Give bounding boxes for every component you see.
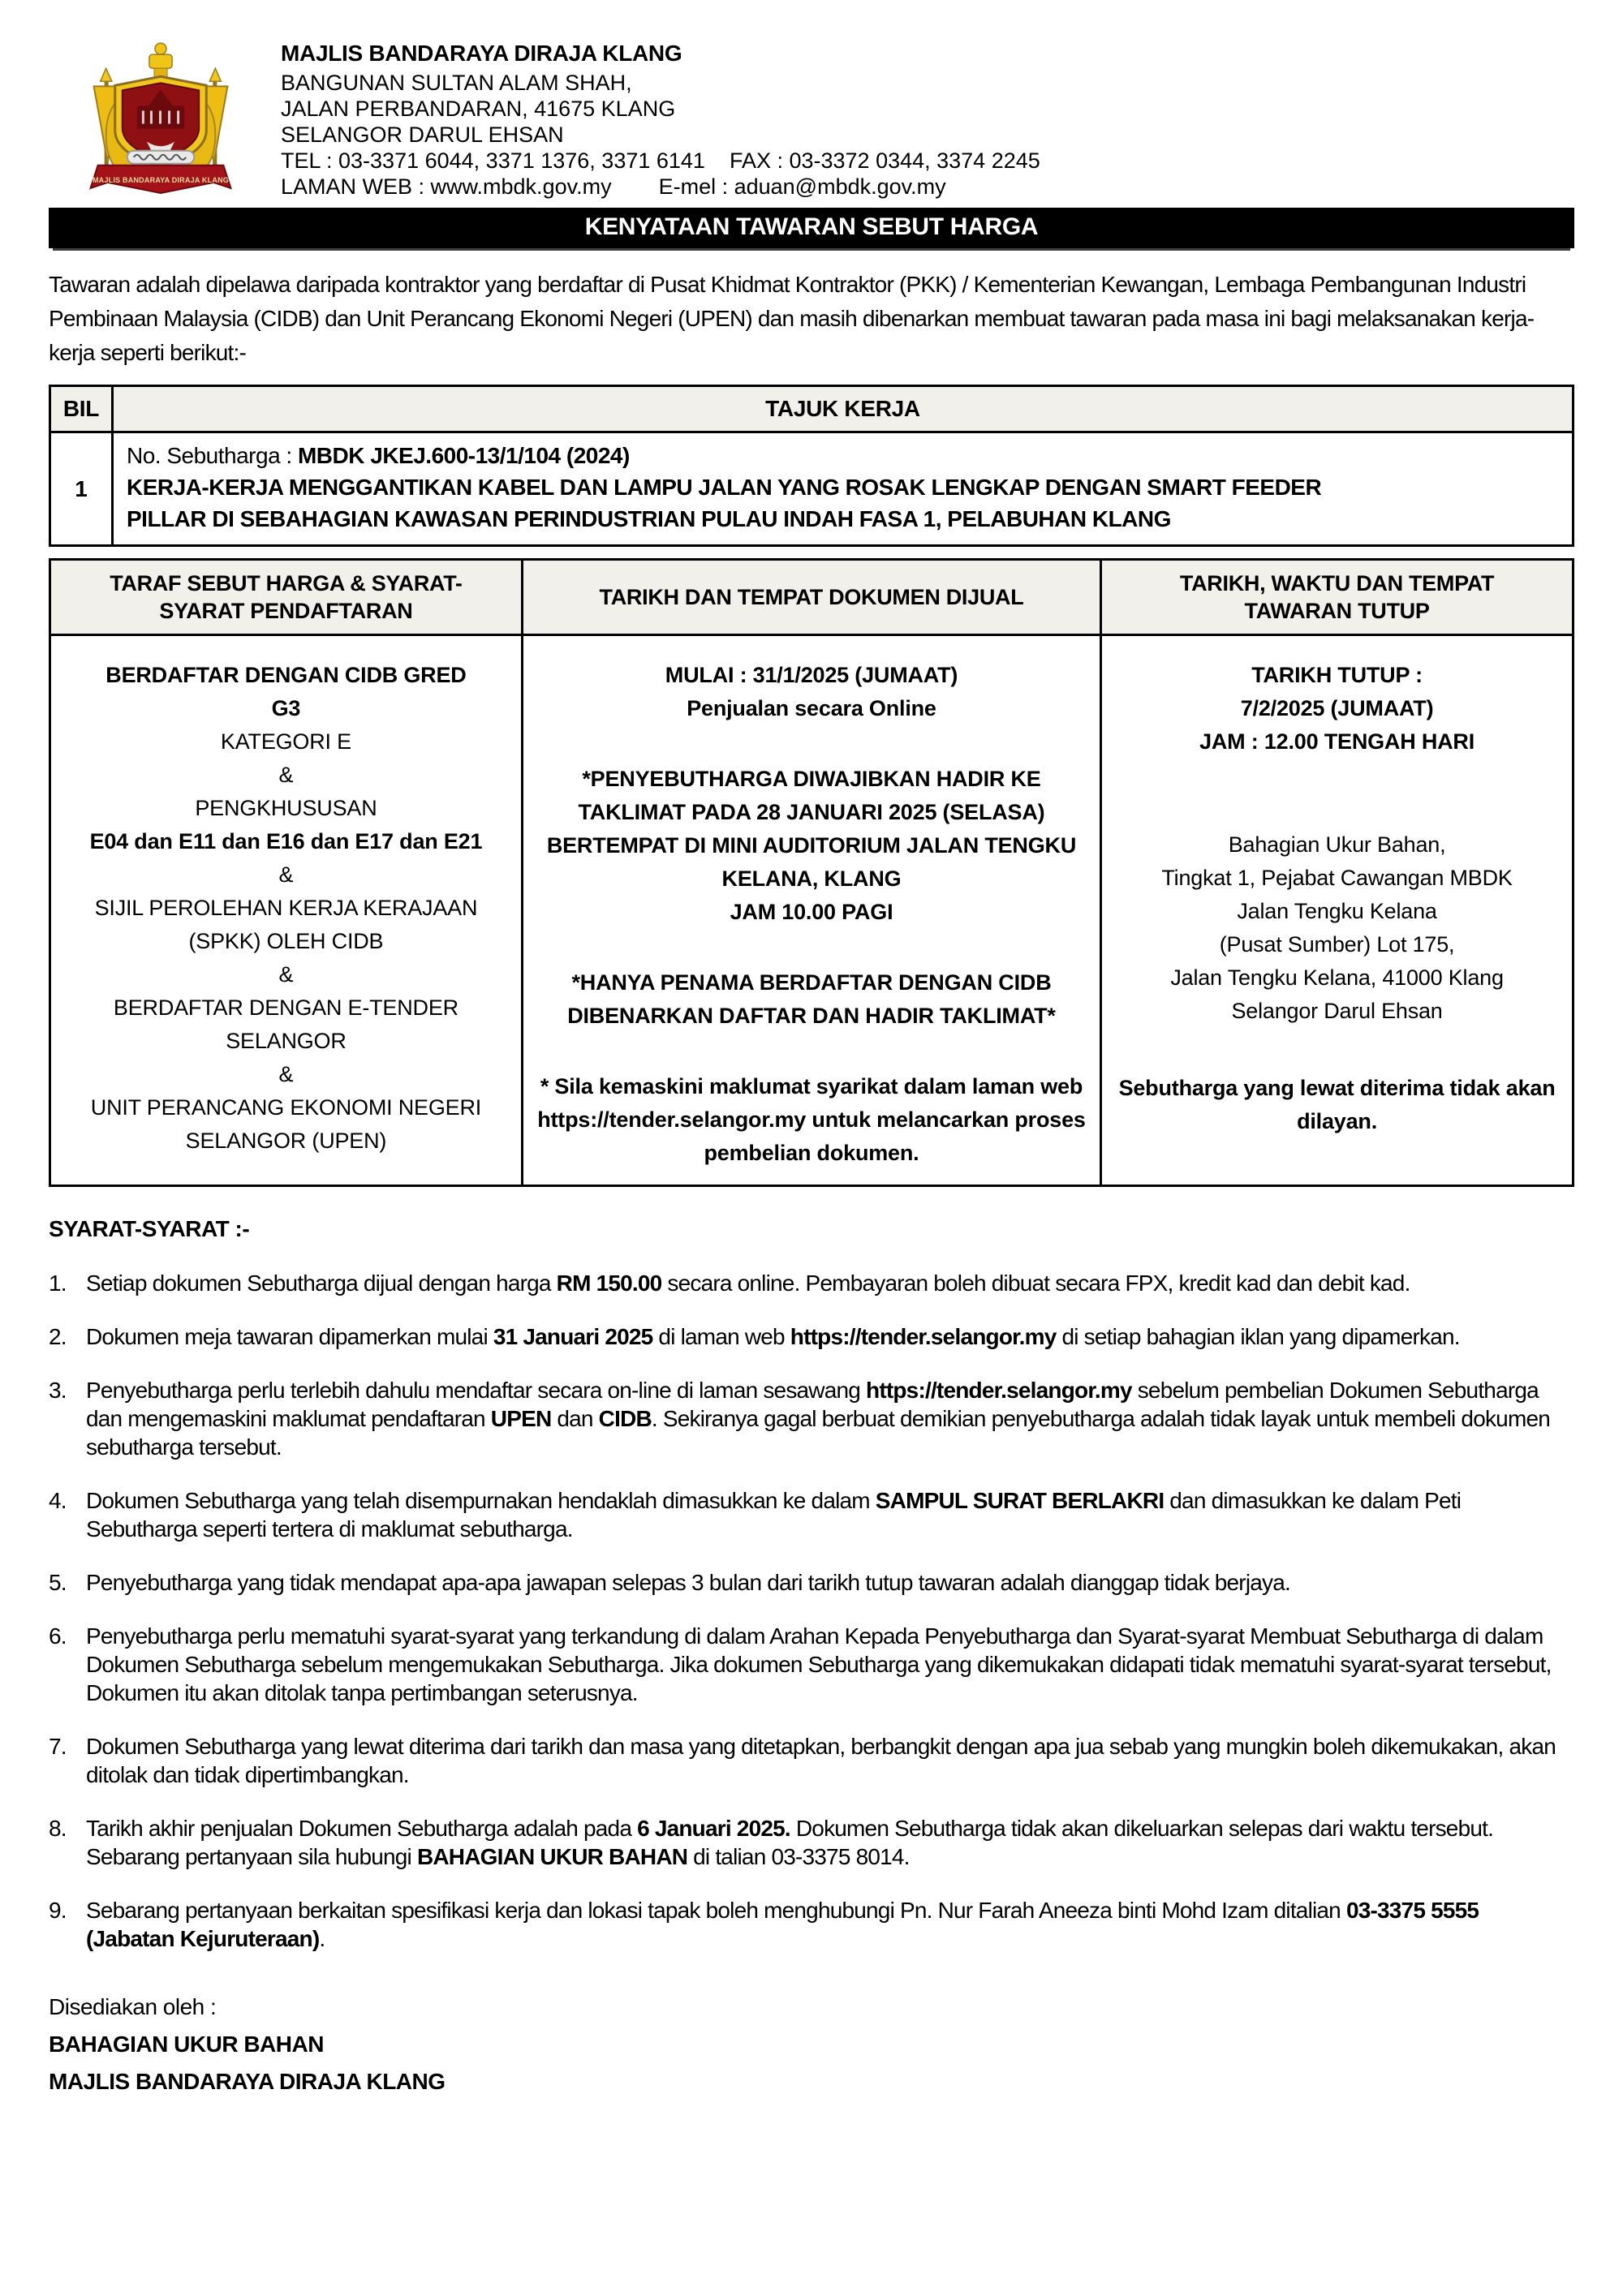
job-number: 1 xyxy=(50,432,113,546)
condition-item: 9. Sebarang pertanyaan berkaitan spesifikasi kerja dan lokasi tapak boleh menghubungi Pn. Nur Farah Aneeza binti Mohd Izam ditalian 03-3375 5555 (Jabatan Kejuruteraan). xyxy=(49,1898,1479,1951)
job-table-header-bil: BIL xyxy=(50,386,113,432)
info-header-closing: TARIKH, WAKTU DAN TEMPAT TAWARAN TUTUP xyxy=(1101,560,1573,635)
job-details-cell xyxy=(113,432,1573,546)
org-website: LAMAN WEB : www.mbdk.gov.my xyxy=(281,174,612,199)
org-name: MAJLIS BANDARAYA DIRAJA KLANG xyxy=(281,41,682,66)
intro-paragraph: Tawaran adalah dipelawa daripada kontraktor yang berdaftar di Pusat Khidmat Kontraktor (PKK) / Kementerian Kewangan, Lembaga Pembangunan Industri Pembinaan Malaysia (CIDB) dan Unit Perancang Ekonomi Negeri (UPEN) dan masih dibenarkan membuat tawaran pada masa ini bagi melaksanakan kerja-kerja seperti berikut:- xyxy=(49,272,1535,365)
prepared-by-dept: BAHAGIAN UKUR BAHAN xyxy=(49,2032,324,2057)
org-address-line: JALAN PERBANDARAN, 41675 KLANG xyxy=(281,97,676,121)
info-header-registration: TARAF SEBUT HARGA & SYARAT-SYARAT PENDAFTARAN xyxy=(50,560,523,635)
condition-item: 1. Setiap dokumen Sebutharga dijual dengan harga RM 150.00 secara online. Pembayaran boleh dibuat secara FPX, kredit kad dan debit kad. xyxy=(49,1271,1410,1296)
job-title: KERJA-KERJA MENGGANTIKAN KABEL DAN LAMPU JALAN YANG ROSAK LENGKAP DENGAN SMART FEEDER PILLAR DI SEBAHAGIAN KAWASAN PERINDUSTRIAN PULAU INDAH FASA 1, PELABUHAN KLANG xyxy=(127,475,1322,531)
org-fax: FAX : 03-3372 0344, 3374 2245 xyxy=(729,148,1040,173)
condition-item: 8. Tarikh akhir penjualan Dokumen Sebutharga adalah pada 6 Januari 2025. Dokumen Sebutharga tidak akan dikeluarkan selepas dari waktu tersebut. Sebarang pertanyaan sila hubungi BAHAGIAN UKUR BAHAN di talian 03-3375 8014. xyxy=(49,1816,1494,1869)
condition-item: 7. Dokumen Sebutharga yang lewat diterima dari tarikh dan masa yang ditetapkan, berbangkit dengan apa jua sebab yang mungkin boleh dikemukakan, akan ditolak dan tidak dipertimbangkan. xyxy=(49,1734,1556,1787)
info-table-row xyxy=(50,635,1573,1186)
conditions-heading: SYARAT-SYARAT :- xyxy=(49,1216,250,1241)
org-address-line: BANGUNAN SULTAN ALAM SHAH, xyxy=(281,71,632,95)
document-sale-cell: MULAI : 31/1/2025 (JUMAAT) Penjualan secara Online *PENYEBUTHARGA DIWAJIBKAN HADIR KE TAKLIMAT PADA 28 JANUARI 2025 (SELASA) BERTEMPAT DI MINI AUDITORIUM JALAN TENGKU KELANA, KLANG JAM 10.00 PAGI *HANYA PENAMA BERDAFTAR DENGAN CIDB DIBENARKAN DAFTAR DAN HADIR TAKLIMAT* * Sila kemaskini maklumat syarikat dalam laman web https://tender.selangor.my untuk melancarkan proses pembelian dokumen. xyxy=(522,635,1100,1186)
org-tel: TEL : 03-3371 6044, 3371 1376, 3371 6141 xyxy=(281,148,705,173)
closing-info-cell: TARIKH TUTUP : 7/2/2025 (JUMAAT) JAM : 12.00 TENGAH HARI Bahagian Ukur Bahan, Tingkat 1, Pejabat Cawangan MBDK Jalan Tengku Kelana (Pusat Sumber) Lot 175, Jalan Tengku Kelana, 41000 Klang Selangor Darul Ehsan Sebutharga yang lewat diterima tidak akan dilayan. xyxy=(1101,635,1573,1186)
mbdk-crest-logo xyxy=(75,31,247,198)
condition-item: 3. Penyebutharga perlu terlebih dahulu mendaftar secara on-line di laman sesawang https://tender.selangor.my sebelum pembelian Dokumen Sebutharga dan mengemaskini maklumat pendaftaran UPEN dan CIDB. Sekiranya gagal berbuat demikian penyebutharga adalah tidak layak untuk membeli dokumen sebutharga tersebut. xyxy=(49,1378,1551,1460)
job-table xyxy=(49,385,1574,547)
org-address-line: SELANGOR DARUL EHSAN xyxy=(281,123,564,147)
quotation-ref: No. Sebutharga : MBDK JKEJ.600-13/1/104 (2024) xyxy=(127,443,630,468)
condition-item: 2. Dokumen meja tawaran dipamerkan mulai 31 Januari 2025 di laman web https://tender.selangor.my di setiap bahagian iklan yang dipamerkan. xyxy=(49,1324,1460,1349)
notice-title: KENYATAAN TAWARAN SEBUT HARGA xyxy=(584,213,1039,240)
condition-item: 4. Dokumen Sebutharga yang telah disempurnakan hendaklah dimasukkan ke dalam SAMPUL SURAT BERLAKRI dan dimasukkan ke dalam Peti Sebutharga seperti tertera di maklumat sebutharga. xyxy=(49,1488,1462,1541)
registration-requirements-cell: BERDAFTAR DENGAN CIDB GRED G3 KATEGORI E & PENGKHUSUSAN E04 dan E11 dan E16 dan E17 dan E21 & SIJIL PEROLEHAN KERJA KERAJAAN (SPKK) OLEH CIDB & BERDAFTAR DENGAN E-TENDER SELANGOR & UNIT PERANCANG EKONOMI NEGERI SELANGOR (UPEN) xyxy=(50,635,523,1186)
job-table-row xyxy=(50,432,1573,546)
org-address-block xyxy=(281,31,1040,200)
closing-block xyxy=(49,1989,1574,2100)
org-email: E-mel : aduan@mbdk.gov.my xyxy=(658,174,946,199)
crest-ribbon-text: MAJLIS BANDARAYA DIRAJA KLANG xyxy=(92,175,230,184)
quotation-ref-no: MBDK JKEJ.600-13/1/104 (2024) xyxy=(297,443,630,468)
notice-title-banner xyxy=(49,208,1574,248)
prepared-by-label: Disediakan oleh : xyxy=(49,1994,217,2019)
prepared-by-org: MAJLIS BANDARAYA DIRAJA KLANG xyxy=(49,2069,446,2094)
condition-item: 6. Penyebutharga perlu mematuhi syarat-syarat yang terkandung di dalam Arahan Kepada Penyebutharga dan Syarat-syarat Membuat Sebutharga di dalam Dokumen Sebutharga sebelum mengemukakan Sebutharga. Jika dokumen Sebutharga yang dikemukakan didapati tidak mematuhi syarat-syarat tersebut, Dokumen itu akan ditolak tanpa pertimbangan seterusnya. xyxy=(49,1623,1552,1705)
job-table-header-title: TAJUK KERJA xyxy=(113,386,1573,432)
info-table xyxy=(49,558,1574,1187)
letterhead xyxy=(49,31,1574,200)
info-header-sale: TARIKH DAN TEMPAT DOKUMEN DIJUAL xyxy=(522,560,1100,635)
condition-item: 5. Penyebutharga yang tidak mendapat apa-apa jawapan selepas 3 bulan dari tarikh tutup tawaran adalah dianggap tidak berjaya. xyxy=(49,1570,1290,1595)
conditions-list xyxy=(49,1269,1574,1953)
crest-icon xyxy=(75,31,247,198)
